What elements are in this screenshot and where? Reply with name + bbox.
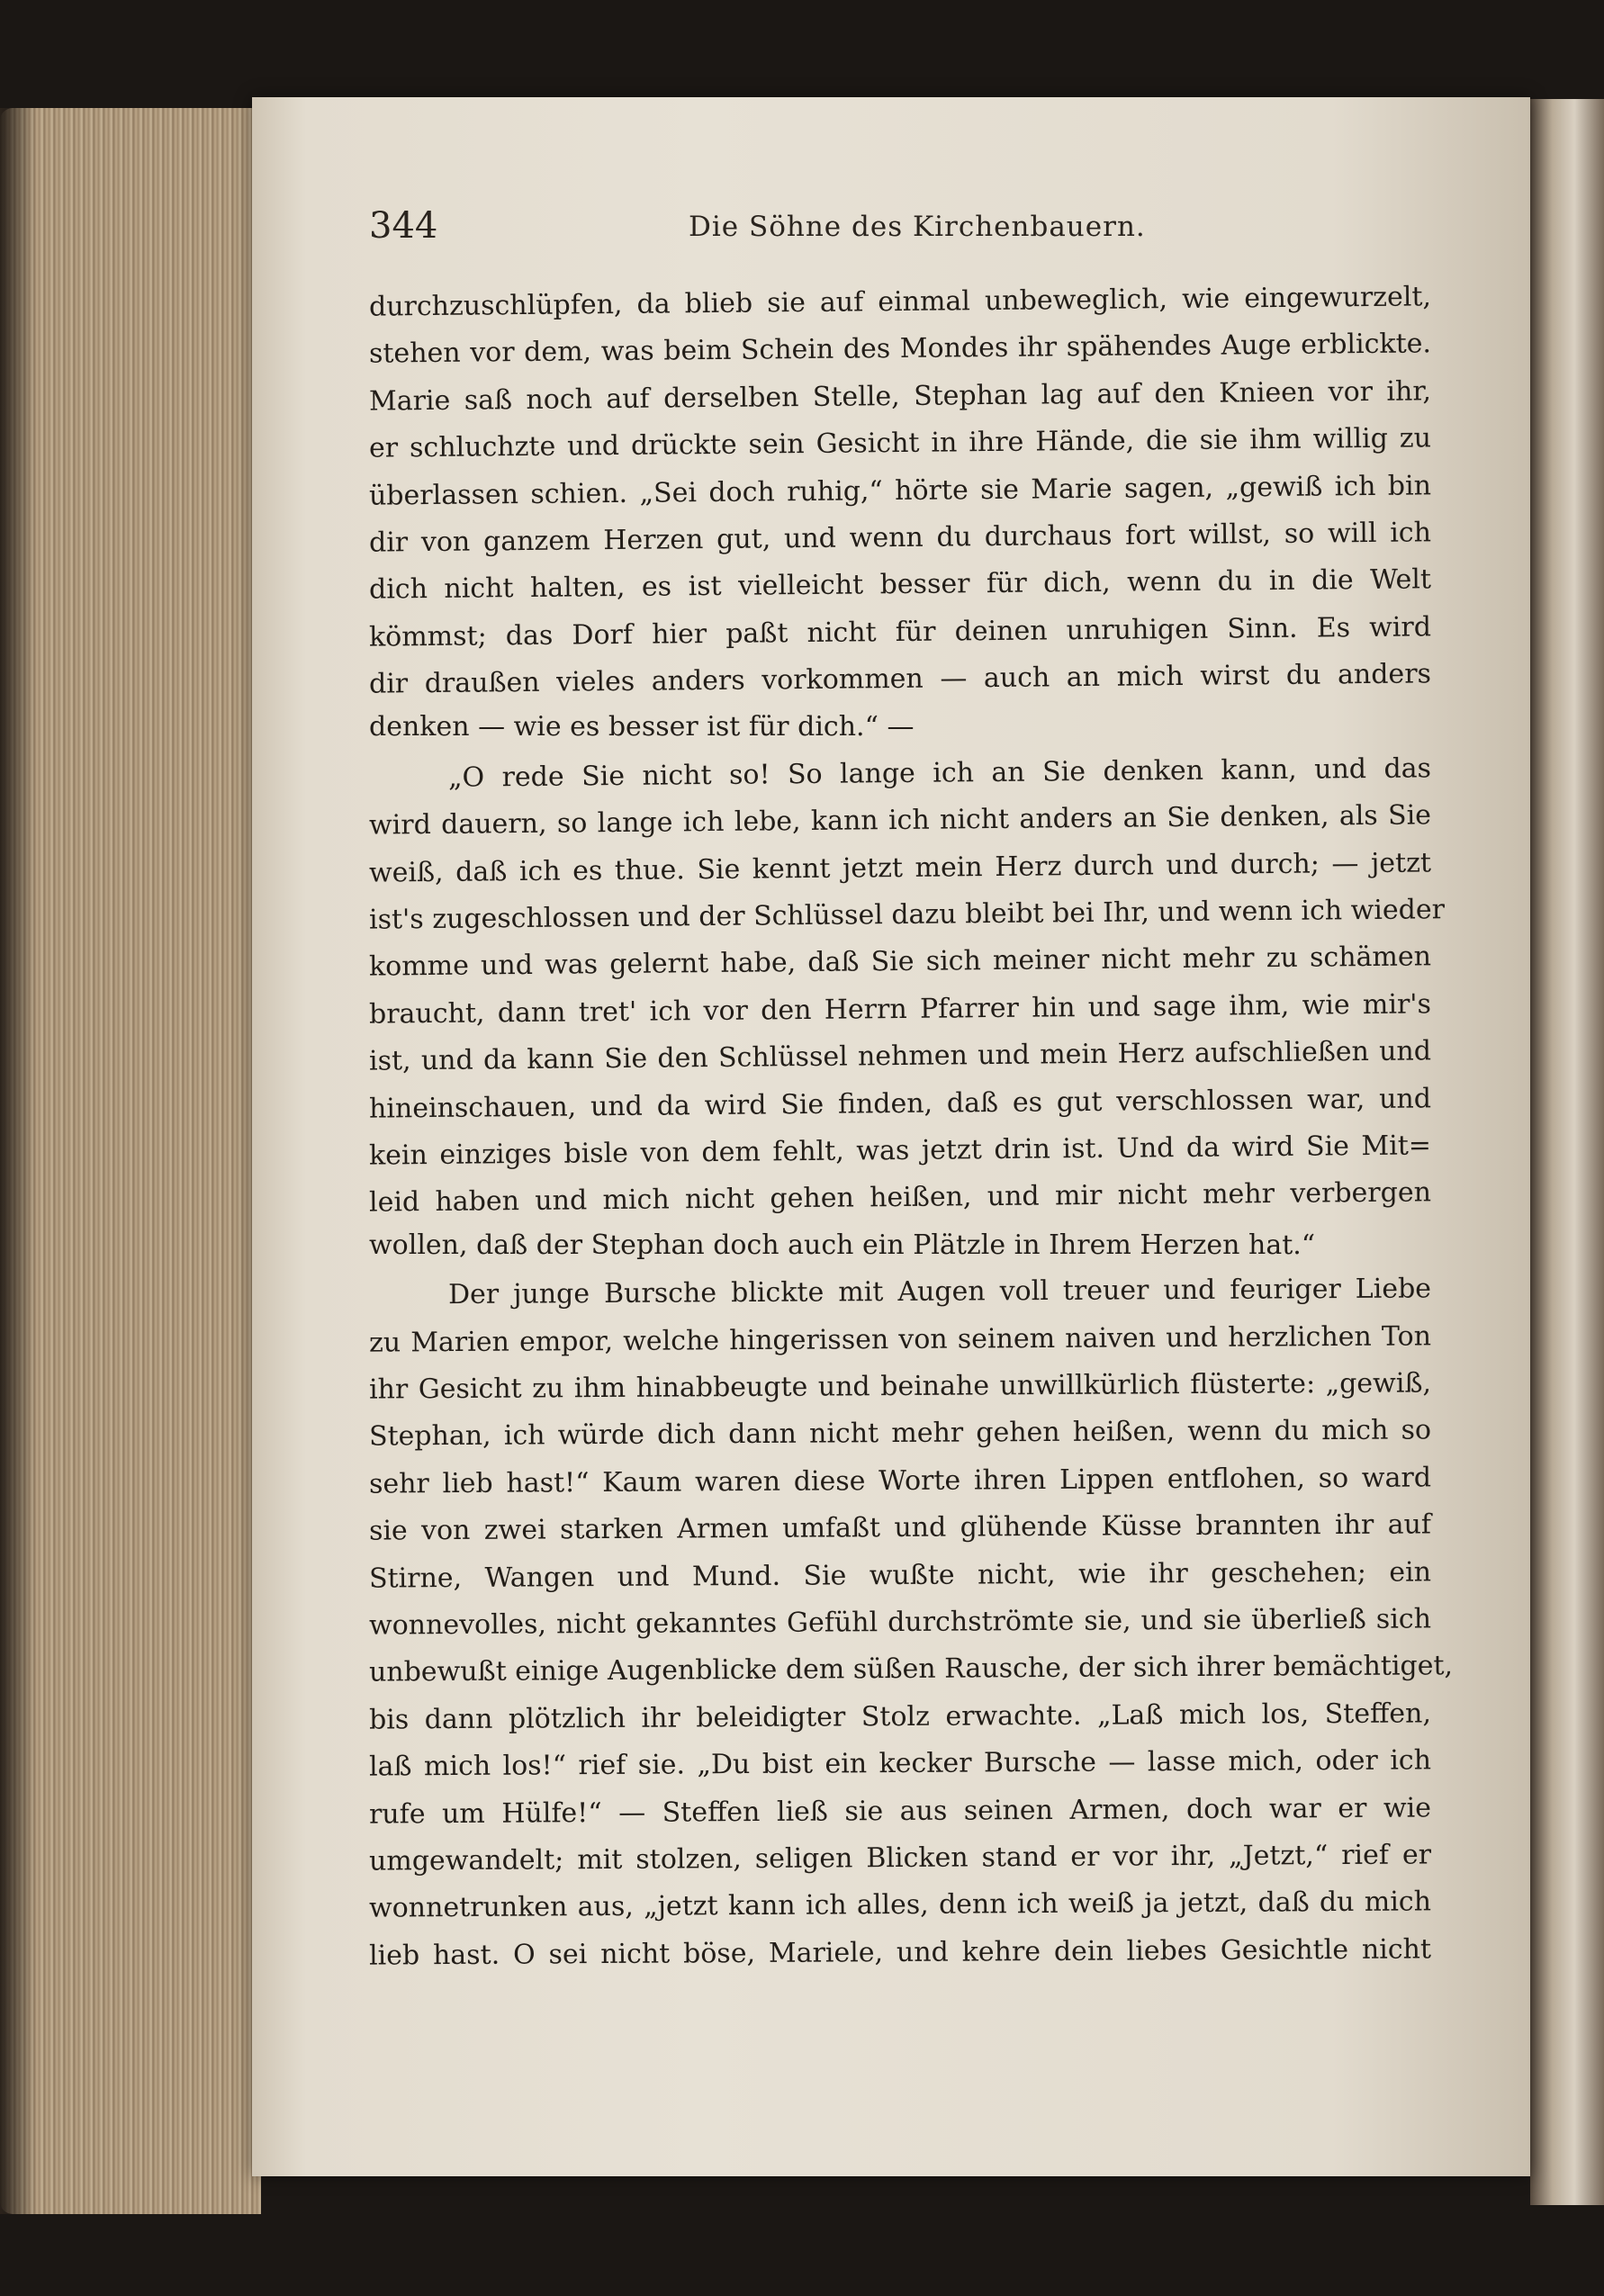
text-line: kömmst; das Dorf hier paßt nicht für deinen unruhigen Sinn. Es wird [368, 611, 1432, 653]
body-text [368, 279, 1454, 1976]
text-line: wollen, daß der Stephan doch auch ein Plätzle in Ihrem Herzen hat.“ [369, 1229, 1316, 1261]
text-line: zu Marien empor, welche hingerissen von seinem naiven und herzlichen Ton [368, 1319, 1432, 1359]
text-line: dir draußen vieles anders vorkommen — auch an mich wirst du anders [368, 658, 1432, 700]
text-line: sie von zwei starken Armen umfaßt und glühende Küsse brannten ihr auf [368, 1508, 1432, 1547]
text-line: umgewandelt; mit stolzen, seligen Blicken stand er vor ihr, „Jetzt,“ rief er [368, 1839, 1432, 1877]
text-line: wonnevolles, nicht gekanntes Gefühl durchströmte sie, und sie überließ sich [368, 1603, 1432, 1642]
text-line: komme und was gelernt habe, daß Sie sich meiner nicht mehr zu schämen [368, 941, 1432, 984]
text-line: bis dann plötzlich ihr beleidigter Stolz erwachte. „Laß mich los, Steffen, [368, 1697, 1432, 1736]
text-line: wird dauern, so lange ich lebe, kann ich nicht anders an Sie denken, als Sie [368, 799, 1432, 842]
text-line: durchzuschlüpfen, da blieb sie auf einmal unbeweglich, wie eingewurzelt, [368, 281, 1432, 323]
text-line: dich nicht halten, es ist vielleicht besser für dich, wenn du in die Welt [368, 563, 1432, 607]
text-line: überlassen schien. „Sei doch ruhig,“ hörte sie Marie sagen, „gewiß ich bin [368, 469, 1432, 512]
text-line: weiß, daß ich es thue. Sie kennt jetzt mein Herz durch und durch; — jetzt [368, 847, 1432, 889]
text-line: denken — wie es besser ist für dich.“ — [369, 710, 915, 743]
text-line: „O rede Sie nicht so! So lange ich an Sie denken kann, und das [447, 752, 1432, 794]
text-line: rufe um Hülfe!“ — Steffen ließ sie aus seinen Armen, doch war er wie [368, 1791, 1432, 1831]
book-page-edges [0, 108, 261, 2214]
text-line: ist's zugeschlossen und der Schlüssel dazu bleibt bei Ihr, und wenn ich wieder [368, 894, 1446, 936]
text-line: braucht, dann tret' ich vor den Herrn Pfarrer hin und sage ihm, wie mir's [368, 988, 1432, 1031]
text-line: laß mich los!“ rief sie. „Du bist ein kecker Bursche — lasse mich, oder ich [368, 1744, 1432, 1783]
text-line: lieb hast. O sei nicht böse, Mariele, und kehre dein liebes Gesichtle nicht [368, 1933, 1432, 1972]
text-line: ihr Gesicht zu ihm hinabbeugte und beinahe unwillkürlich flüsterte: „gewiß, [368, 1367, 1432, 1406]
text-line: sehr lieb hast!“ Kaum waren diese Worte ihren Lippen entflohen, so ward [368, 1462, 1432, 1500]
facing-page-edge [1530, 99, 1604, 2205]
running-head [369, 205, 1458, 250]
text-line: leid haben und mich nicht gehen heißen, und mir nicht mehr verbergen [368, 1176, 1432, 1220]
text-line: ist, und da kann Sie den Schlüssel nehmen und mein Herz aufschließen und [368, 1035, 1432, 1077]
running-title: Die Söhne des Kirchenbauern. [689, 211, 1146, 243]
text-line: stehen vor dem, was beim Schein des Mondes ihr spähendes Auge erblickte. [368, 328, 1432, 371]
text-line: kein einziges bisle von dem fehlt, was jetzt drin ist. Und da wird Sie Mit= [368, 1130, 1432, 1172]
text-line: wonnetrunken aus, „jetzt kann ich alles, denn ich weiß ja jetzt, daß du mich [368, 1886, 1432, 1924]
text-line: dir von ganzem Herzen gut, und wenn du durchaus fort willst, so will ich [368, 517, 1432, 559]
text-line: Stephan, ich würde dich dann nicht mehr gehen heißen, wenn du mich so [368, 1414, 1432, 1453]
text-line: hineinschauen, und da wird Sie finden, daß es gut verschlossen war, und [368, 1082, 1432, 1125]
text-line: er schluchzte und drückte sein Gesicht in ihre Hände, die sie ihm willig zu [368, 422, 1432, 464]
text-line: unbewußt einige Augenblicke dem süßen Rausche, der sich ihrer bemächtiget, [368, 1650, 1454, 1688]
text-line: Marie saß noch auf derselben Stelle, Stephan lag auf den Knieen vor ihr, [368, 375, 1432, 418]
page-number: 344 [369, 205, 438, 247]
text-line: Stirne, Wangen und Mund. Sie wußte nicht, wie ihr geschehen; ein [368, 1555, 1432, 1595]
text-line: Der junge Bursche blickte mit Augen voll treuer und feuriger Liebe [447, 1273, 1432, 1311]
binding-shadow [0, 108, 36, 2214]
